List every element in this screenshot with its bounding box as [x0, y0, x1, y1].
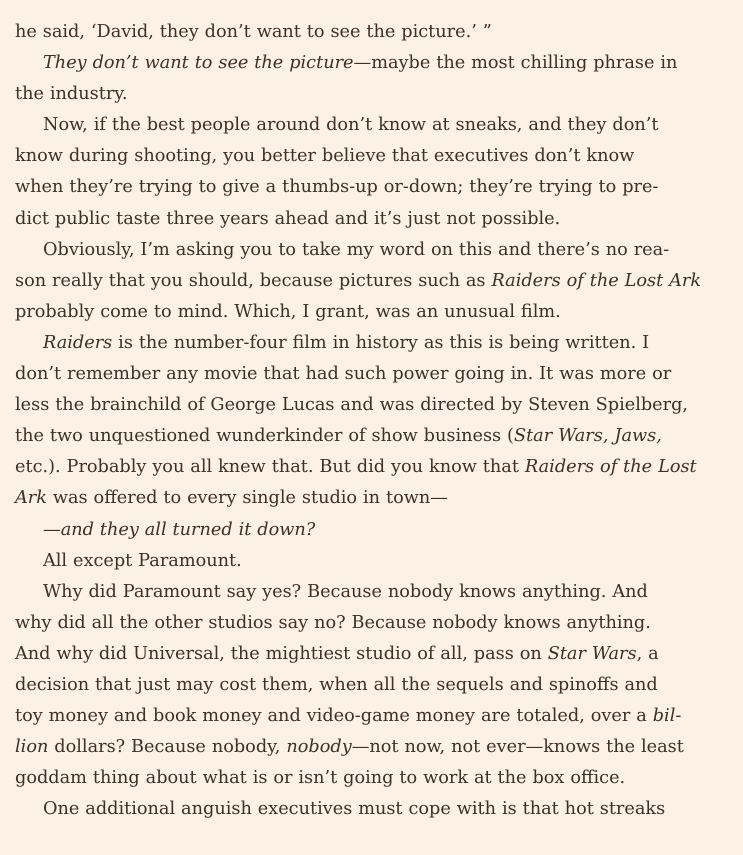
text-line [15, 483, 743, 514]
text-line [15, 141, 743, 172]
text-line [15, 48, 743, 79]
page-text-body [15, 17, 743, 825]
text-run: decision that just may cost them, when all the sequels and spinoffs and [15, 674, 658, 695]
text-line [15, 421, 743, 452]
italic-text-run: Raiders of the Lost Ark [491, 270, 702, 291]
text-run: less the brainchild of George Lucas and was directed by Steven Spielberg, [15, 395, 689, 416]
text-line [15, 577, 743, 608]
text-line [15, 639, 743, 670]
text-line [15, 110, 743, 141]
text-line [15, 701, 743, 732]
text-run: —maybe the most chilling phrase in [353, 53, 678, 74]
text-run: he said, ‘David, they don’t want to see the picture.’ ” [15, 22, 492, 42]
text-line [15, 670, 743, 701]
text-run: And why did Universal, the mightiest studio of all, pass on [15, 643, 548, 664]
text-line [15, 546, 743, 577]
italic-text-run: bil- [652, 706, 682, 727]
text-line [15, 266, 743, 297]
italic-text-run: Star Wars, Jaws, [513, 426, 662, 447]
text-run: One additional anguish executives must cope with is that hot streaks [43, 799, 666, 820]
text-run: was offered to every single studio in town— [46, 488, 448, 509]
text-line [15, 515, 743, 546]
text-line [15, 172, 743, 203]
text-run: the industry. [15, 84, 128, 105]
italic-text-run: —and they all turned it down? [43, 519, 316, 540]
text-run: All except Paramount. [43, 550, 242, 571]
text-run: when they’re trying to give a thumbs-up or-down; they’re trying to pre- [15, 177, 659, 198]
italic-text-run: Raiders [43, 332, 113, 353]
text-line [15, 297, 743, 328]
text-run: is the number-four film in history as this is being written. I [112, 332, 650, 353]
text-run: Now, if the best people around don’t know at sneaks, and they don’t [43, 115, 659, 136]
italic-text-run: They don’t want to see the picture [43, 53, 354, 74]
text-run: the two unquestioned wunderkinder of show business ( [15, 426, 514, 447]
text-run: etc.). Probably you all knew that. But did you know that [15, 457, 525, 478]
text-line [15, 452, 743, 483]
text-line [15, 79, 743, 110]
text-run: son really that you should, because pictures such as [15, 270, 492, 291]
text-run: goddam thing about what is or isn’t going to work at the box office. [15, 768, 626, 789]
text-run: —not now, not ever—knows the least [351, 737, 684, 758]
text-run: Why did Paramount say yes? Because nobody knows anything. And [43, 581, 648, 602]
italic-text-run: Raiders of the Lost [524, 457, 697, 478]
text-run: toy money and book money and video-game money are totaled, over a [15, 706, 653, 727]
text-line [15, 608, 743, 639]
text-line [15, 763, 743, 794]
italic-text-run: lion [15, 737, 49, 758]
text-line [15, 17, 743, 48]
text-line [15, 390, 743, 421]
text-line [15, 359, 743, 390]
italic-text-run: nobody [286, 737, 352, 758]
text-run: , a [636, 643, 659, 664]
text-line [15, 328, 743, 359]
text-line [15, 794, 743, 825]
text-run: don’t remember any movie that had such power going in. It was more or [15, 364, 672, 385]
text-run: Obviously, I’m asking you to take my word on this and there’s no rea- [43, 239, 670, 260]
text-line [15, 204, 743, 235]
italic-text-run: Star Wars [547, 643, 637, 664]
text-line [15, 732, 743, 763]
text-run: probably come to mind. Which, I grant, was an unusual film. [15, 301, 561, 322]
text-run: dict public taste three years ahead and it’s just not possible. [15, 208, 561, 229]
text-run: know during shooting, you better believe that executives don’t know [15, 146, 635, 167]
text-line [15, 235, 743, 266]
text-run: dollars? Because nobody, [48, 737, 287, 758]
italic-text-run: Ark [15, 488, 47, 509]
text-run: why did all the other studios say no? Because nobody knows anything. [15, 612, 651, 633]
